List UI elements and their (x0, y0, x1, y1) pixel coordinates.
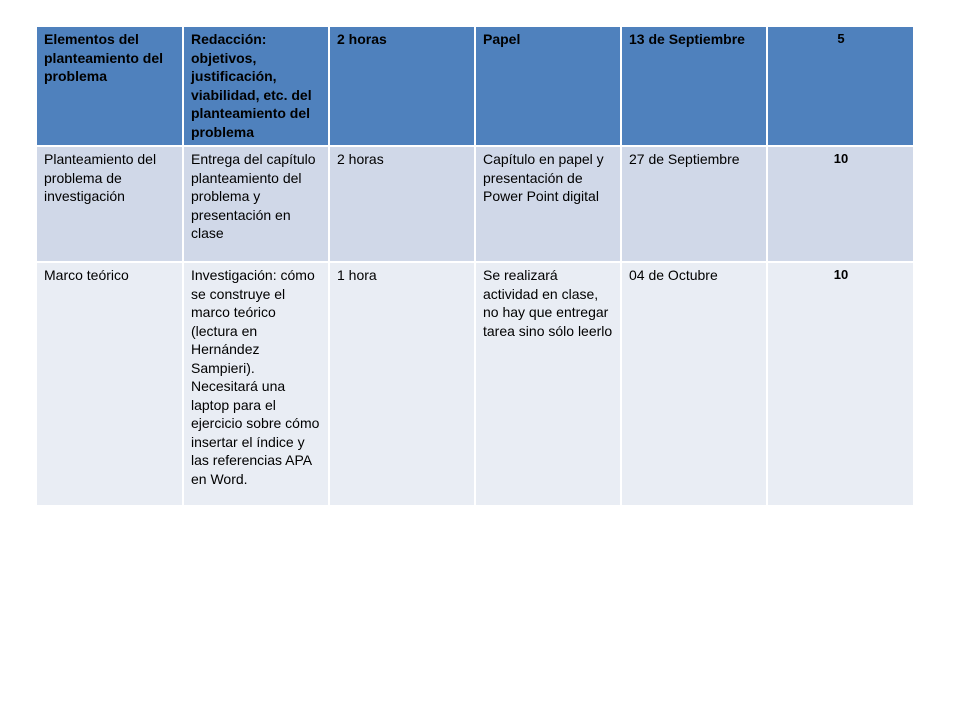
activity-cell: Entrega del capítulo planteamiento del problema y presentación en clase (183, 146, 329, 262)
activity-cell: Investigación: cómo se construye el marco teórico (lectura en Hernández Sampieri). Necesitará una laptop para el ejercicio sobre cómo insertar el índice y las referencias APA en Word. (183, 262, 329, 505)
duration-cell: 1 hora (329, 262, 475, 505)
topic-cell: Marco teórico (37, 262, 183, 505)
deliverable-cell: Se realizará actividad en clase, no hay que entregar tarea sino sólo leerlo (475, 262, 621, 505)
date-cell: 27 de Septiembre (621, 146, 767, 262)
deliverable-cell: Papel (475, 27, 621, 146)
duration-cell: 2 horas (329, 27, 475, 146)
date-cell: 04 de Octubre (621, 262, 767, 505)
schedule-table (37, 27, 913, 505)
date-cell: 13 de Septiembre (621, 27, 767, 146)
deliverable-cell: Capítulo en papel y presentación de Power Point digital (475, 146, 621, 262)
points-cell: 10 (767, 262, 913, 505)
topic-cell: Planteamiento del problema de investigación (37, 146, 183, 262)
activity-cell: Redacción: objetivos, justificación, viabilidad, etc. del planteamiento del problema (183, 27, 329, 146)
duration-cell: 2 horas (329, 146, 475, 262)
points-cell: 5 (767, 27, 913, 146)
table-row (37, 146, 913, 262)
topic-cell: Elementos del planteamiento del problema (37, 27, 183, 146)
points-cell: 10 (767, 146, 913, 262)
table-row (37, 262, 913, 505)
table-row (37, 27, 913, 146)
